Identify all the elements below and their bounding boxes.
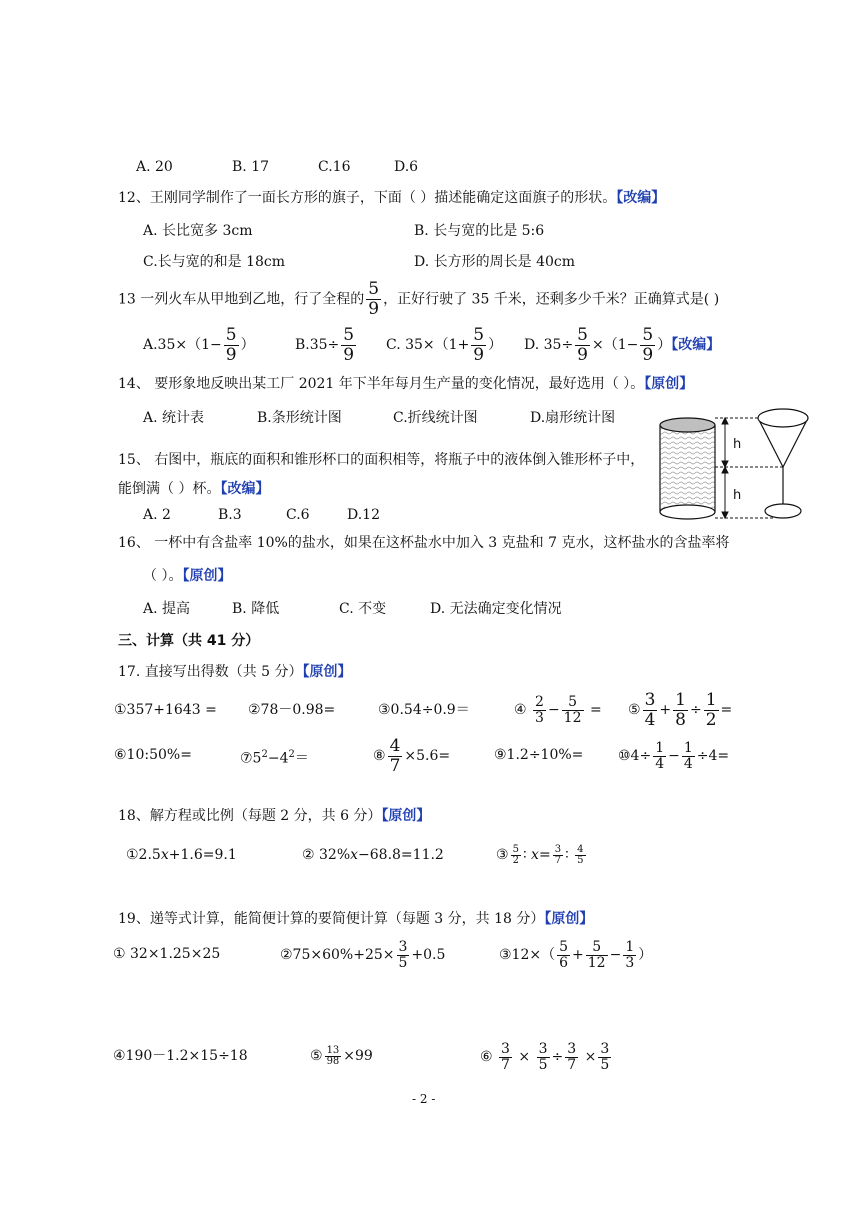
q13-text-post: ，正好行驶了 35 千米，还剩多少千米？正确算式是( ) [383,291,720,308]
q14-option-c: C.折线统计图 [393,410,478,426]
q14-tag: 【原创】 [644,376,694,392]
q19-expr-4: ④190－1.2×15÷18 [113,1048,248,1064]
q17-expr-9: ⑨1.2÷10%= [494,747,584,763]
q17-expr-3: ③0.54÷0.9＝ [378,702,470,718]
q17-expr-7: $⑦5^2-4^2=$ [240,749,309,767]
q12-option-d: D. 长方形的周长是 40cm [414,254,576,270]
q17-expr-5: ⑤ $\frac{3}{4}$ + $\frac{1}{8}$ ÷ $\frac{1}{2}$ = [628,689,733,730]
q15-question: 15、 右图中，瓶底的面积和锥形杯口的面积相等，将瓶子中的液体倒入锥形杯子中， [118,452,645,468]
q16-option-a: A. 提高 [143,601,191,617]
q12-text: 12、王刚同学制作了一面长方形的旗子，下面（ ）描述能确定这面旗子的形状。 [118,190,617,206]
q16-question-line2: （ ）。【原创】 [143,568,232,584]
q11-option-d: D.6 [394,159,419,175]
q12-option-a: A. 长比宽多 3cm [143,223,253,239]
q14-option-a: A. 统计表 [143,410,205,426]
q16-tag: 【原创】 [182,568,232,584]
height-label-bottom: h [733,488,742,503]
section-3-title: 三、计算（共 41 分） [118,633,260,649]
q14-option-d: D.扇形统计图 [530,410,616,426]
cone-cup-shape [758,409,808,518]
q12-option-b: B. 长与宽的比是 5:6 [414,223,545,239]
q18-expr-3: ③ $\frac{5}{2}$ ∶ x= $\frac{3}{7}$ ∶ $\frac{4}{5}$ [496,843,584,866]
q19-title: 19、递等式计算，能简便计算的要简便计算（每题 3 分，共 18 分）【原创】 [118,911,594,927]
q15-option-d: D.12 [347,507,380,523]
q16-option-b: B. 降低 [232,601,280,617]
q17-title: 17. 直接写出得数（共 5 分）【原创】 [118,664,352,680]
q17-expr-1: ①357+1643 = [114,702,217,718]
q13-option-d: D. 35÷ $\frac{5}{9}$ ×（1− $\frac{5}{9}$ ）【改编】 [524,324,721,365]
q19-tag: 【原创】 [544,911,594,927]
q14-option-b: B.条形统计图 [257,410,342,426]
q13-fraction: $\frac{5}{9}$ [368,279,380,319]
q13-tag: 【改编】 [671,337,721,353]
q15-option-b: B.3 [218,507,242,523]
q13-question [118,280,719,319]
bottle-cone-figure [655,405,815,525]
q16-option-c: C. 不变 [339,601,387,617]
q15-option-c: C.6 [286,507,310,523]
dimension-arrows [722,418,728,518]
q16-question: 16、 一杯中有含盐率 10%的盐水，如果在这杯盐水中加入 3 克盐和 7 克水，这杯盐水的含盐率将 [118,535,730,551]
q13-option-c: C. 35×（1+ $\frac{5}{9}$ ） [386,324,503,365]
q17-expr-6: ⑥10:50%= [114,747,192,763]
q13-option-b: B.35÷ $\frac{5}{9}$ [295,324,355,365]
q11-option-c: C.16 [318,159,351,175]
q18-expr-1: ①2.5x+1.6=9.1 [126,847,237,863]
q19-expr-6: ⑥ $\frac{3}{7}$ × $\frac{3}{5}$ ÷ $\frac{3}{7}$ × $\frac{3}{5}$ [480,1040,610,1073]
q15-tag: 【改编】 [220,481,270,497]
q12-option-c: C.长与宽的和是 18cm [143,254,286,270]
q11-option-a: A. 20 [136,159,173,175]
height-label-top: h [733,437,742,452]
q18-title: 18、解方程或比例（每题 2 分，共 6 分）【原创】 [118,808,431,824]
q19-expr-5: ⑤ $\frac{13}{98}$ ×99 [310,1044,373,1067]
q17-expr-2: ②78－0.98= [248,702,336,718]
q17-expr-10: ⑩4÷ $\frac{1}{4}$ − $\frac{1}{4}$ ÷4= [618,739,730,772]
q19-expr-3: ③12×（ $\frac{5}{6}$ + $\frac{5}{12}$ − $\frac{1}{3}$ ） [499,938,653,971]
q13-text-pre: 13 一列火车从甲地到乙地，行了全程的 [118,291,365,308]
q19-expr-1: ① 32×1.25×25 [113,946,221,962]
q15-question-line2: 能倒满（ ）杯。【改编】 [118,481,270,497]
q15-option-a: A. 2 [143,507,171,523]
q18-expr-2: ② 32%x−68.8=11.2 [302,847,444,863]
q19-expr-2: ②75×60%+25× $\frac{3}{5}$ +0.5 [280,938,446,971]
q16-option-d: D. 无法确定变化情况 [430,601,562,617]
q12-question [118,189,665,207]
q12-tag: 【改编】 [616,190,666,206]
q11-option-b: B. 17 [232,159,270,175]
q14-question: 14、 要形象地反映出某工厂 2021 年下半年每月生产量的变化情况，最好选用（ ）。【原创】 [118,376,694,392]
q13-option-a: A.35×（1− $\frac{5}{9}$ ） [143,324,255,365]
bottle-shape [660,418,715,519]
q18-tag: 【原创】 [381,808,431,824]
q17-expr-4: ④ $\frac{2}{3}$ − $\frac{5}{12}$ = [514,693,602,726]
page-number: - 2 - [412,1092,436,1106]
q17-expr-8: ⑧ $\frac{4}{7}$ ×5.6= [373,735,451,776]
q17-tag: 【原创】 [302,664,352,680]
